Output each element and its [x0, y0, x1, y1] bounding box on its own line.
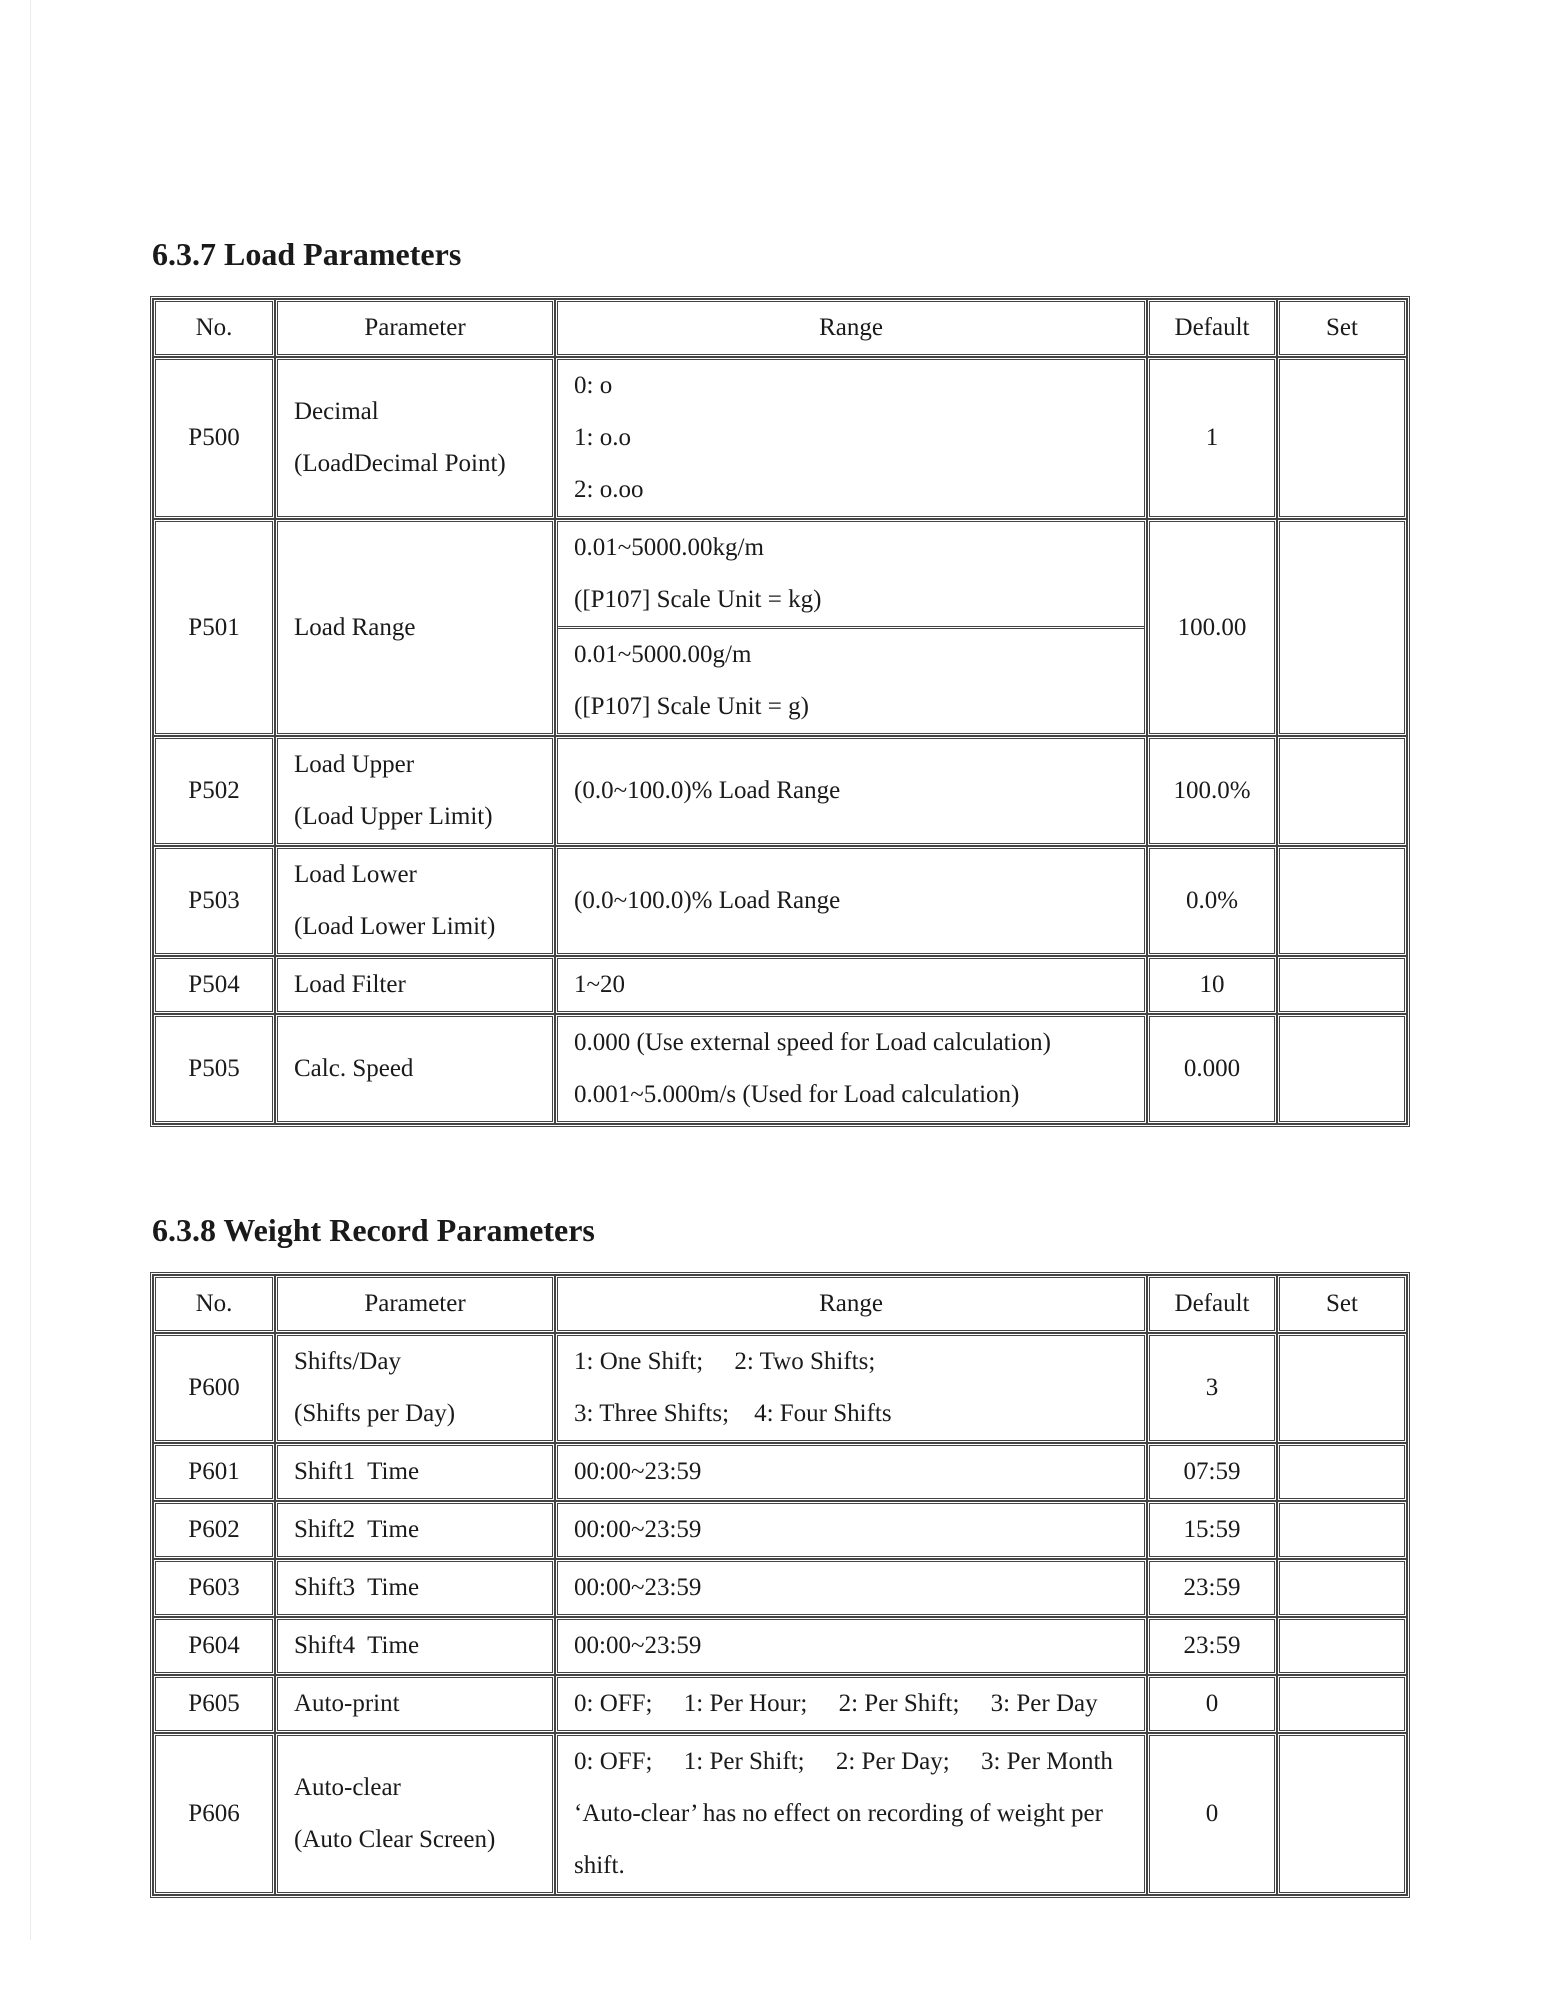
param-range: 0: o 1: o.o 2: o.oo [555, 357, 1147, 519]
table-row [153, 1617, 1407, 1675]
table-row [153, 519, 1407, 736]
col-header-default: Default [1147, 1275, 1277, 1333]
param-no: P603 [153, 1559, 275, 1617]
param-name: Shifts/Day (Shifts per Day) [275, 1333, 555, 1443]
param-no: P501 [153, 519, 275, 736]
param-range: (0.0~100.0)% Load Range [555, 846, 1147, 956]
param-name: Shift3 Time [275, 1559, 555, 1617]
table-row [153, 1014, 1407, 1124]
page-edge [30, 0, 31, 1940]
param-default: 0 [1147, 1733, 1277, 1895]
param-no: P600 [153, 1333, 275, 1443]
param-set [1277, 1333, 1407, 1443]
param-set [1277, 357, 1407, 519]
param-set [1277, 956, 1407, 1014]
table-row [153, 956, 1407, 1014]
table-row [153, 1501, 1407, 1559]
table-row [153, 1443, 1407, 1501]
param-default: 1 [1147, 357, 1277, 519]
param-name: Shift4 Time [275, 1617, 555, 1675]
col-header-range: Range [555, 299, 1147, 357]
param-name: Load Range [275, 519, 555, 736]
col-header-no: No. [153, 1275, 275, 1333]
param-range: 1~20 [555, 956, 1147, 1014]
param-range: 1: One Shift; 2: Two Shifts; 3: Three Shifts; 4: Four Shifts [555, 1333, 1147, 1443]
param-set [1277, 1501, 1407, 1559]
param-set [1277, 1014, 1407, 1124]
weight-record-parameters-table [150, 1272, 1410, 1898]
param-name: Auto-print [275, 1675, 555, 1733]
param-range [555, 519, 1147, 736]
param-range: 0.000 (Use external speed for Load calculation) 0.001~5.000m/s (Used for Load calculation) [555, 1014, 1147, 1124]
col-header-no: No. [153, 299, 275, 357]
param-set [1277, 1675, 1407, 1733]
param-default: 07:59 [1147, 1443, 1277, 1501]
param-range: 00:00~23:59 [555, 1501, 1147, 1559]
load-parameters-table [150, 296, 1410, 1127]
param-set [1277, 519, 1407, 736]
col-header-set: Set [1277, 299, 1407, 357]
table-row [153, 1733, 1407, 1895]
param-no: P601 [153, 1443, 275, 1501]
col-header-parameter: Parameter [275, 1275, 555, 1333]
param-name: Shift1 Time [275, 1443, 555, 1501]
param-set [1277, 1617, 1407, 1675]
param-no: P503 [153, 846, 275, 956]
param-no: P505 [153, 1014, 275, 1124]
col-header-parameter: Parameter [275, 299, 555, 357]
table-row [153, 357, 1407, 519]
param-range: 0: OFF; 1: Per Shift; 2: Per Day; 3: Per Month ‘Auto-clear’ has no effect on recording of weight per shift. [555, 1733, 1147, 1895]
param-default: 100.00 [1147, 519, 1277, 736]
param-name: Shift2 Time [275, 1501, 555, 1559]
param-name: Calc. Speed [275, 1014, 555, 1124]
param-set [1277, 736, 1407, 846]
param-name: Load Lower (Load Lower Limit) [275, 846, 555, 956]
param-no: P606 [153, 1733, 275, 1895]
param-range: 00:00~23:59 [555, 1559, 1147, 1617]
header-row [153, 1275, 1407, 1333]
param-no: P502 [153, 736, 275, 846]
table-row [153, 736, 1407, 846]
param-range: (0.0~100.0)% Load Range [555, 736, 1147, 846]
param-range: 00:00~23:59 [555, 1443, 1147, 1501]
param-set [1277, 1443, 1407, 1501]
range-g: 0.01~5000.00g/m ([P107] Scale Unit = g) [558, 626, 1144, 733]
range-kg: 0.01~5000.00kg/m ([P107] Scale Unit = kg) [574, 534, 822, 613]
param-name: Auto-clear (Auto Clear Screen) [275, 1733, 555, 1895]
param-set [1277, 1559, 1407, 1617]
param-default: 100.0% [1147, 736, 1277, 846]
param-name: Load Filter [275, 956, 555, 1014]
section-title-weight: 6.3.8 Weight Record Parameters [152, 1212, 595, 1248]
param-default: 23:59 [1147, 1559, 1277, 1617]
param-set [1277, 1733, 1407, 1895]
param-range: 0: OFF; 1: Per Hour; 2: Per Shift; 3: Per Day [555, 1675, 1147, 1733]
param-default: 3 [1147, 1333, 1277, 1443]
table-row [153, 1333, 1407, 1443]
table-row [153, 846, 1407, 956]
param-name: Decimal (LoadDecimal Point) [275, 357, 555, 519]
param-no: P604 [153, 1617, 275, 1675]
param-default: 0 [1147, 1675, 1277, 1733]
col-header-set: Set [1277, 1275, 1407, 1333]
param-default: 15:59 [1147, 1501, 1277, 1559]
param-range: 00:00~23:59 [555, 1617, 1147, 1675]
param-no: P504 [153, 956, 275, 1014]
param-no: P500 [153, 357, 275, 519]
param-name: Load Upper (Load Upper Limit) [275, 736, 555, 846]
param-default: 10 [1147, 956, 1277, 1014]
param-no: P602 [153, 1501, 275, 1559]
table-row [153, 1675, 1407, 1733]
param-default: 23:59 [1147, 1617, 1277, 1675]
param-default: 0.0% [1147, 846, 1277, 956]
param-default: 0.000 [1147, 1014, 1277, 1124]
col-header-default: Default [1147, 299, 1277, 357]
param-no: P605 [153, 1675, 275, 1733]
section-title-load: 6.3.7 Load Parameters [152, 236, 462, 272]
param-set [1277, 846, 1407, 956]
table-row [153, 1559, 1407, 1617]
header-row [153, 299, 1407, 357]
col-header-range: Range [555, 1275, 1147, 1333]
